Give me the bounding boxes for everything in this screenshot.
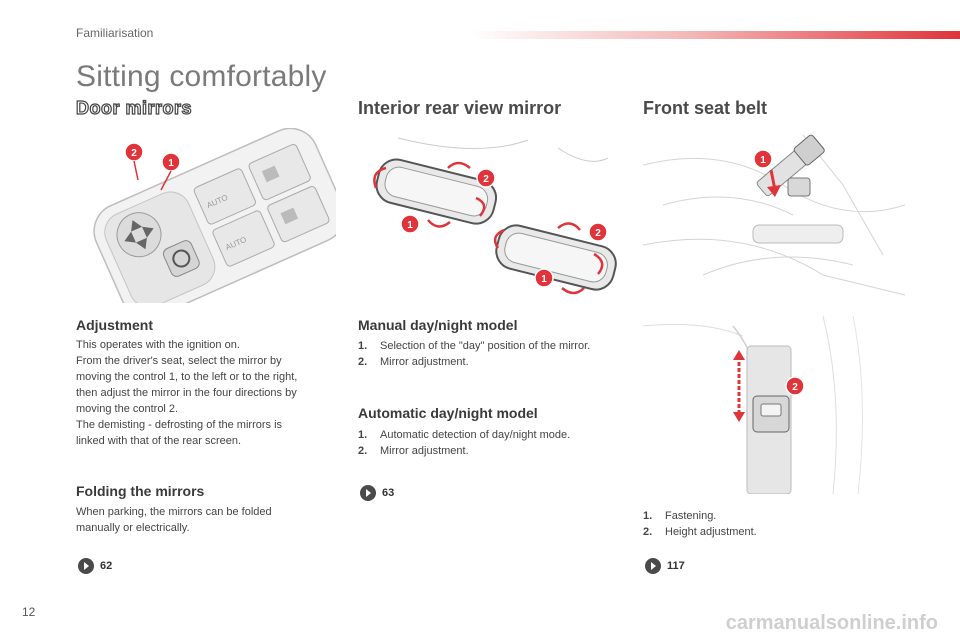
seat-belt-fastening-illustration bbox=[643, 125, 905, 303]
interior-mirror-heading: Interior rear view mirror bbox=[358, 98, 562, 118]
list-item: 1. Selection of the "day" position of the mirror. bbox=[358, 340, 591, 352]
callout-label: 2 bbox=[595, 228, 601, 239]
callout-label: 1 bbox=[407, 220, 413, 231]
list-item: 2. Mirror adjustment. bbox=[358, 445, 469, 457]
manual-model-list bbox=[358, 338, 628, 370]
list-item: 1. Automatic detection of day/night mode. bbox=[358, 429, 571, 441]
list-item: 2. Height adjustment. bbox=[643, 526, 757, 538]
adjustment-text: This operates with the ignition on. From the driver's seat, select the mirror by moving the control 1, to the left or to the right, then adjust the mirror in the four directions by moving the control 2. The demisting - defrosting of the mirrors is linked with that of the rear screen. bbox=[76, 339, 298, 447]
page-reference-number: 117 bbox=[667, 560, 685, 572]
door-mirrors-heading: Door mirrors bbox=[76, 98, 193, 118]
page-number: 12 bbox=[22, 605, 36, 619]
list-item: 2. Mirror adjustment. bbox=[358, 356, 469, 368]
callout-label: 1 bbox=[541, 274, 547, 285]
page-reference-link[interactable] bbox=[360, 485, 394, 501]
manual-model-heading: Manual day/night model bbox=[358, 317, 518, 333]
arrow-right-icon bbox=[645, 558, 661, 574]
list-item: 1. Fastening. bbox=[643, 510, 717, 522]
door-mirror-controls-illustration bbox=[76, 128, 336, 303]
auto-label: AUTO bbox=[205, 192, 230, 211]
section-label: Familiarisation bbox=[76, 26, 154, 40]
seat-belt-heading: Front seat belt bbox=[643, 98, 768, 118]
page-reference-link[interactable] bbox=[78, 558, 112, 574]
page-title: Sitting comfortably bbox=[76, 60, 327, 93]
callout-label: 1 bbox=[760, 155, 766, 166]
callout-label: 2 bbox=[131, 148, 137, 159]
page-reference-number: 63 bbox=[382, 487, 395, 499]
header-accent-bar bbox=[470, 31, 960, 39]
callout-label: 2 bbox=[483, 174, 489, 185]
seat-belt-list bbox=[643, 508, 903, 540]
arrow-right-icon bbox=[78, 558, 94, 574]
watermark: carmanualsonline.info bbox=[725, 612, 938, 634]
automatic-model-heading: Automatic day/night model bbox=[358, 405, 538, 421]
page-reference-number: 62 bbox=[100, 560, 113, 572]
seat-belt-height-illustration bbox=[643, 316, 905, 494]
callout-label: 1 bbox=[168, 158, 174, 169]
rear-view-mirror-illustration bbox=[358, 128, 622, 303]
page-reference-link[interactable] bbox=[645, 558, 685, 574]
adjustment-heading: Adjustment bbox=[76, 317, 153, 333]
folding-text: When parking, the mirrors can be folded manually or electrically. bbox=[76, 506, 272, 534]
callout-label: 2 bbox=[792, 382, 798, 393]
automatic-model-list bbox=[358, 427, 628, 459]
folding-heading: Folding the mirrors bbox=[76, 483, 205, 499]
auto-label: AUTO bbox=[224, 234, 248, 253]
arrow-right-icon bbox=[360, 485, 376, 501]
